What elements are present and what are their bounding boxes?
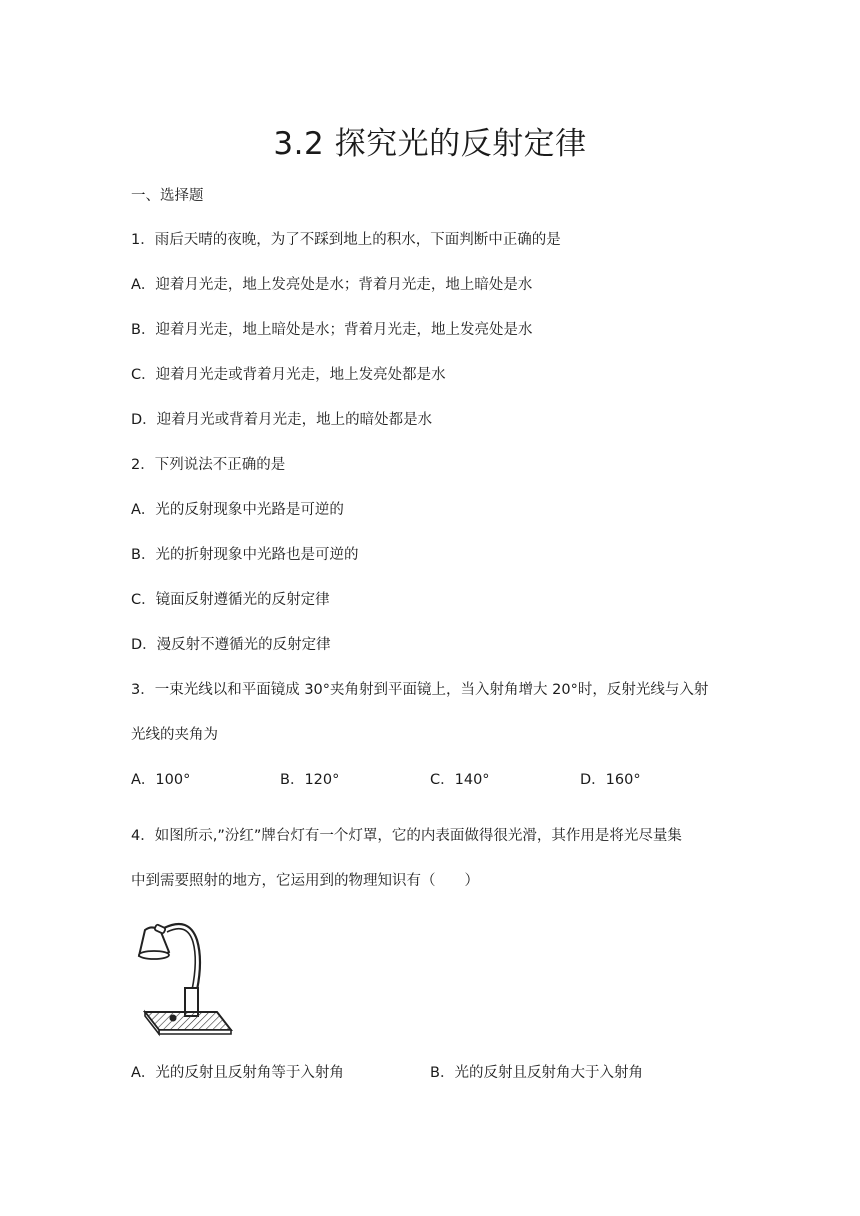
desk-lamp-figure <box>131 920 233 1040</box>
question-1-option-d: D．迎着月光或背着月光走，地上的暗处都是水 <box>131 412 433 428</box>
question-3-option-d: D．160° <box>580 772 641 788</box>
question-3-option-b: B．120° <box>280 772 340 788</box>
question-1-option-b: B．迎着月光走，地上暗处是水；背着月光走，地上发亮处是水 <box>131 322 533 338</box>
question-4-option-a: A．光的反射且反射角等于入射角 <box>131 1065 344 1081</box>
question-4-option-b: B．光的反射且反射角大于入射角 <box>430 1065 643 1081</box>
question-2-option-c: C．镜面反射遵循光的反射定律 <box>131 592 330 608</box>
question-4-stem-line-1: 4．如图所示,”汾红”牌台灯有一个灯罩，它的内表面做得很光滑，其作用是将光尽量集 <box>131 828 682 844</box>
section-heading: 一、选择题 <box>131 188 204 204</box>
question-3-stem-line-2: 光线的夹角为 <box>131 727 218 743</box>
question-3-stem-line-1: 3．一束光线以和平面镜成 30°夹角射到平面镜上，当入射角增大 20°时，反射光线与入射 <box>131 682 709 698</box>
question-3-option-c: C．140° <box>430 772 490 788</box>
question-1-stem: 1．雨后天晴的夜晚，为了不踩到地上的积水，下面判断中正确的是 <box>131 232 561 248</box>
page-title: 3.2 探究光的反射定律 <box>273 126 587 162</box>
question-2-option-a: A．光的反射现象中光路是可逆的 <box>131 502 344 518</box>
question-3-option-a: A．100° <box>131 772 191 788</box>
question-2-stem: 2．下列说法不正确的是 <box>131 457 286 473</box>
question-4-stem-line-2: 中到需要照射的地方，它运用到的物理知识有（ ） <box>131 873 479 889</box>
question-2-option-d: D．漫反射不遵循光的反射定律 <box>131 637 331 653</box>
question-1-option-c: C．迎着月光走或背着月光走，地上发亮处都是水 <box>131 367 446 383</box>
question-2-option-b: B．光的折射现象中光路也是可逆的 <box>131 547 359 563</box>
question-1-option-a: A．迎着月光走，地上发亮处是水；背着月光走，地上暗处是水 <box>131 277 533 293</box>
